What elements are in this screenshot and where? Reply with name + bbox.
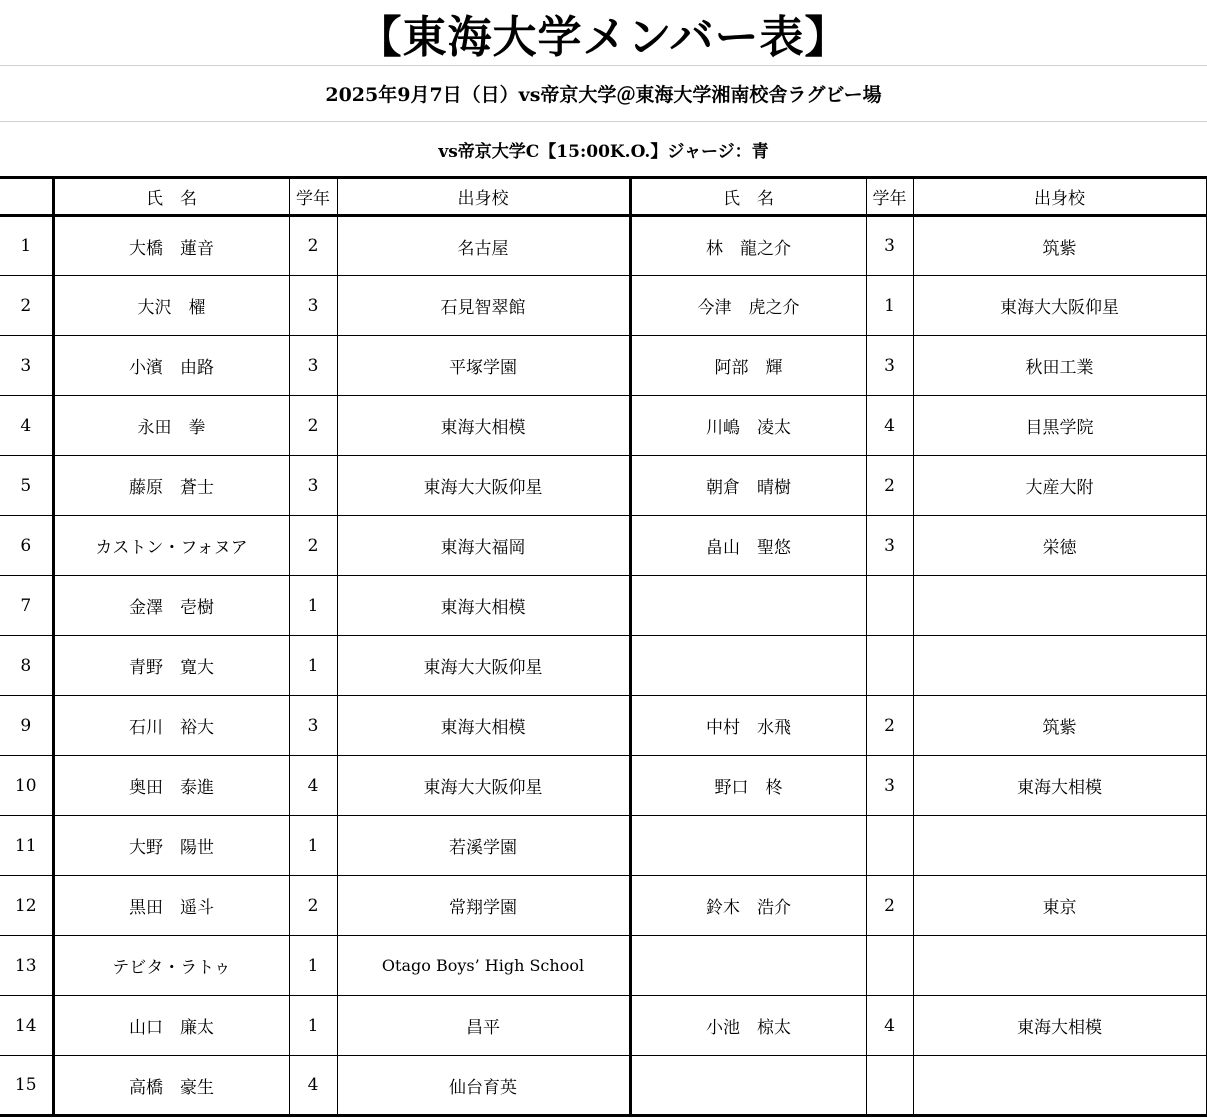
sub-player-grade: 3 (866, 216, 913, 276)
sub-player-school (913, 816, 1207, 876)
player-school: 東海大相模 (337, 576, 630, 636)
table-row (0, 456, 1207, 516)
member-rows (0, 216, 1207, 1116)
player-grade: 3 (289, 336, 337, 396)
player-number: 9 (0, 696, 53, 756)
sub-player-name (630, 636, 866, 696)
player-name: 青野 寛大 (53, 636, 289, 696)
sub-player-school (913, 576, 1207, 636)
player-number: 11 (0, 816, 53, 876)
player-name: 小濱 由路 (53, 336, 289, 396)
table-row (0, 396, 1207, 456)
member-table (0, 176, 1207, 1117)
sub-player-school (913, 636, 1207, 696)
player-grade: 3 (289, 276, 337, 336)
sub-player-grade: 2 (866, 876, 913, 936)
header-name: 氏 名 (53, 178, 289, 216)
player-number: 2 (0, 276, 53, 336)
player-school: 東海大大阪仰星 (337, 456, 630, 516)
player-school: 名古屋 (337, 216, 630, 276)
player-name: 山口 廉太 (53, 996, 289, 1056)
sub-player-school: 大産大附 (913, 456, 1207, 516)
sub-player-grade: 2 (866, 456, 913, 516)
player-number: 5 (0, 456, 53, 516)
sub-player-grade: 3 (866, 756, 913, 816)
player-school: 石見智翠館 (337, 276, 630, 336)
player-school: 東海大相模 (337, 696, 630, 756)
sub-player-name: 朝倉 晴樹 (630, 456, 866, 516)
player-name: 大橋 蓮音 (53, 216, 289, 276)
header-sub-grade: 学年 (866, 178, 913, 216)
header-sub-name: 氏 名 (630, 178, 866, 216)
player-grade: 1 (289, 576, 337, 636)
sub-player-grade (866, 936, 913, 996)
player-school: 若溪学園 (337, 816, 630, 876)
table-row (0, 996, 1207, 1056)
sub-player-school: 東京 (913, 876, 1207, 936)
sub-player-grade: 2 (866, 696, 913, 756)
sub-player-school: 目黒学院 (913, 396, 1207, 456)
player-name: カストン・フォヌア (53, 516, 289, 576)
sub-player-name: 鈴木 浩介 (630, 876, 866, 936)
sub-player-school (913, 1056, 1207, 1116)
player-school: 東海大大阪仰星 (337, 756, 630, 816)
sub-player-grade: 1 (866, 276, 913, 336)
sub-player-grade (866, 1056, 913, 1116)
table-row (0, 816, 1207, 876)
match-info: 2025年9月7日（日）vs帝京大学＠東海大学湘南校舎ラグビー場 (0, 66, 1207, 122)
sub-player-school: 東海大大阪仰星 (913, 276, 1207, 336)
sub-player-name (630, 816, 866, 876)
sub-player-school: 筑紫 (913, 216, 1207, 276)
player-number: 6 (0, 516, 53, 576)
player-number: 15 (0, 1056, 53, 1116)
player-number: 8 (0, 636, 53, 696)
sub-player-grade: 4 (866, 396, 913, 456)
sub-player-name: 今津 虎之介 (630, 276, 866, 336)
player-grade: 2 (289, 516, 337, 576)
player-number: 10 (0, 756, 53, 816)
player-number: 3 (0, 336, 53, 396)
sub-player-school: 東海大相模 (913, 996, 1207, 1056)
player-grade: 3 (289, 456, 337, 516)
player-school: 東海大大阪仰星 (337, 636, 630, 696)
sub-player-school: 東海大相模 (913, 756, 1207, 816)
player-school: 昌平 (337, 996, 630, 1056)
sub-player-grade (866, 636, 913, 696)
player-school: 東海大福岡 (337, 516, 630, 576)
sub-player-name (630, 1056, 866, 1116)
sub-player-name: 林 龍之介 (630, 216, 866, 276)
player-grade: 1 (289, 636, 337, 696)
sub-player-school: 筑紫 (913, 696, 1207, 756)
sub-player-name (630, 936, 866, 996)
table-row (0, 936, 1207, 996)
table-row (0, 216, 1207, 276)
player-name: 大野 陽世 (53, 816, 289, 876)
team-info: vs帝京大学C【15:00K.O.】ジャージ：青 (438, 141, 769, 162)
player-name: 黒田 遥斗 (53, 876, 289, 936)
player-name: 藤原 蒼士 (53, 456, 289, 516)
player-number: 12 (0, 876, 53, 936)
sub-player-name: 阿部 輝 (630, 336, 866, 396)
player-number: 1 (0, 216, 53, 276)
sub-player-name: 中村 水飛 (630, 696, 866, 756)
player-grade: 4 (289, 1056, 337, 1116)
player-school: 常翔学園 (337, 876, 630, 936)
player-number: 7 (0, 576, 53, 636)
player-number: 14 (0, 996, 53, 1056)
player-name: テビタ・ラトゥ (53, 936, 289, 996)
sub-player-name: 野口 柊 (630, 756, 866, 816)
header-sub-school: 出身校 (913, 178, 1207, 216)
player-grade: 2 (289, 396, 337, 456)
player-name: 金澤 壱樹 (53, 576, 289, 636)
sub-player-name: 川嶋 凌太 (630, 396, 866, 456)
player-number: 13 (0, 936, 53, 996)
page-title: 【東海大学メンバー表】 (0, 0, 1207, 66)
player-grade: 2 (289, 216, 337, 276)
sub-player-name (630, 576, 866, 636)
player-name: 永田 拳 (53, 396, 289, 456)
sub-player-name: 小池 椋太 (630, 996, 866, 1056)
player-name: 奥田 泰進 (53, 756, 289, 816)
table-row (0, 696, 1207, 756)
sub-player-school: 秋田工業 (913, 336, 1207, 396)
player-name: 石川 裕大 (53, 696, 289, 756)
sub-player-name: 畠山 聖悠 (630, 516, 866, 576)
player-grade: 1 (289, 996, 337, 1056)
player-school: Otago Boys’ High School (337, 936, 630, 996)
table-row (0, 1056, 1207, 1116)
player-grade: 3 (289, 696, 337, 756)
player-grade: 2 (289, 876, 337, 936)
table-row (0, 276, 1207, 336)
table-row (0, 876, 1207, 936)
table-row (0, 576, 1207, 636)
sub-player-grade: 3 (866, 336, 913, 396)
header-school: 出身校 (337, 178, 630, 216)
player-school: 平塚学園 (337, 336, 630, 396)
player-grade: 1 (289, 816, 337, 876)
sub-player-school (913, 936, 1207, 996)
sub-player-school: 栄徳 (913, 516, 1207, 576)
player-school: 東海大相模 (337, 396, 630, 456)
sub-player-grade (866, 576, 913, 636)
player-name: 高橋 豪生 (53, 1056, 289, 1116)
player-name: 大沢 櫂 (53, 276, 289, 336)
table-header-row (0, 178, 1207, 216)
player-grade: 4 (289, 756, 337, 816)
table-row (0, 636, 1207, 696)
player-school: 仙台育英 (337, 1056, 630, 1116)
sub-player-grade: 3 (866, 516, 913, 576)
sub-player-grade: 4 (866, 996, 913, 1056)
sub-player-grade (866, 816, 913, 876)
header-number (0, 178, 53, 216)
table-row (0, 756, 1207, 816)
table-row (0, 516, 1207, 576)
player-grade: 1 (289, 936, 337, 996)
player-number: 4 (0, 396, 53, 456)
header-grade: 学年 (289, 178, 337, 216)
table-row (0, 336, 1207, 396)
